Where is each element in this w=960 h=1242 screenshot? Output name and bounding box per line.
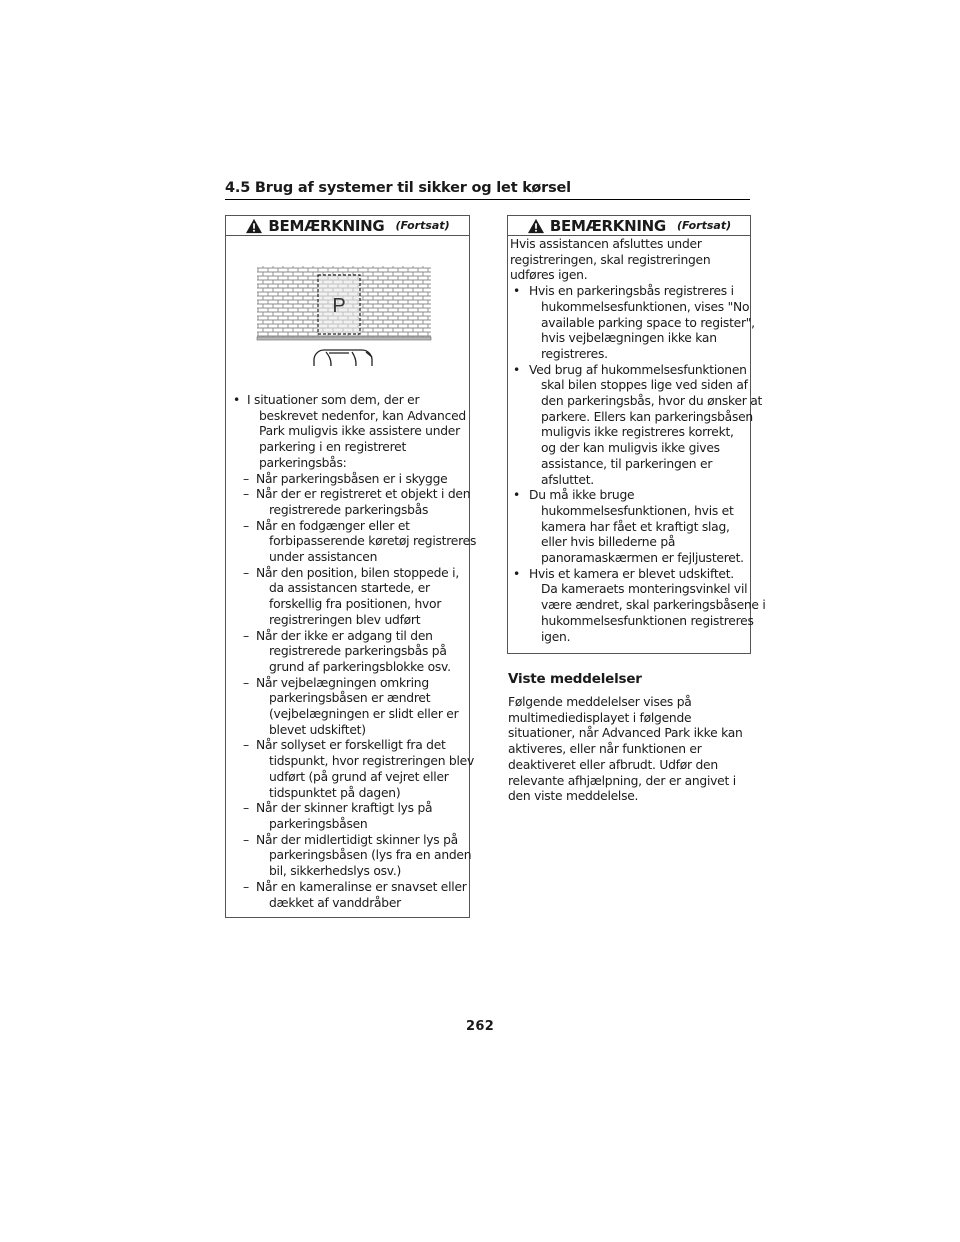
- dash-marker: –: [243, 879, 249, 894]
- text-line: tidspunkt, hvor registreringen blev: [269, 754, 474, 769]
- right-box-content: [510, 237, 766, 645]
- dash-marker: –: [243, 801, 249, 816]
- bullet-marker: •: [513, 284, 521, 299]
- text-line: muligvis ikke registreres korrekt,: [541, 425, 734, 440]
- text-line: Når der skinner kraftigt lys på: [256, 801, 433, 816]
- text-line: (vejbelægningen er slidt eller er: [269, 707, 459, 722]
- text-line: under assistancen: [269, 550, 378, 565]
- parking-illustration: [226, 236, 469, 366]
- text-line: parkeringsbåsen er ændret: [269, 691, 431, 706]
- text-line: Ved brug af hukommelsesfunktionen: [529, 362, 747, 377]
- sub-list-item: [226, 880, 469, 911]
- text-line: Park muligvis ikke assistere under: [259, 424, 460, 439]
- text-line: Hvis assistancen afsluttes under: [510, 237, 702, 251]
- text-line: Da kameraets monteringsvinkel vil: [541, 582, 748, 597]
- notice-box-right: [507, 215, 766, 654]
- text-line: den parkeringsbås, hvor du ønsker at: [541, 394, 763, 409]
- text-line: Når der ikke er adgang til den: [256, 628, 433, 643]
- notice-continued: (Fortsat): [395, 219, 450, 232]
- text-line: aktiveres, eller når funktionen er: [508, 742, 702, 757]
- notice-title: BEMÆRKNING: [268, 216, 385, 235]
- text-line: panoramaskærmen er fejljusteret.: [541, 551, 744, 566]
- dash-marker: –: [243, 675, 249, 690]
- text-line: forskellig fra positionen, hvor: [269, 597, 442, 612]
- dash-marker: –: [243, 487, 249, 502]
- curb-line: [257, 337, 431, 340]
- section-heading: Viste meddelelser: [508, 671, 642, 687]
- notice-continued: (Fortsat): [676, 219, 732, 232]
- section-paragraph: [508, 695, 752, 805]
- bullet-marker: •: [513, 566, 521, 581]
- parking-space-label: P: [332, 295, 346, 317]
- list-item: [510, 362, 763, 489]
- text-line: registreres.: [541, 346, 608, 361]
- sub-list-item: [226, 487, 469, 518]
- text-line: Hvis en parkeringsbås registreres i: [529, 284, 734, 299]
- text-line: registreringen, skal registreringen: [510, 252, 711, 267]
- text-line: relevante afhjælpning, der er angivet i: [508, 773, 736, 788]
- text-line: kamera har fået et kraftigt slag,: [541, 519, 730, 534]
- text-line: Når en fodgænger eller et: [256, 518, 410, 533]
- dash-marker: –: [243, 471, 249, 486]
- dash-marker: –: [243, 832, 249, 847]
- text-line: beskrevet nedenfor, kan Advanced: [259, 408, 466, 423]
- text-line: hvis vejbelægningen ikke kan: [541, 331, 717, 346]
- notice-box-left: [225, 215, 477, 918]
- text-line: parkeringsbåsen (lys fra en anden: [269, 848, 472, 863]
- text-line: assistance, til parkeringen er: [541, 456, 713, 471]
- warning-icon: [245, 218, 263, 234]
- sub-list-item: [226, 566, 469, 629]
- text-line: hukommelsesfunktionen registreres: [541, 613, 754, 628]
- text-line: hukommelsesfunktionen, vises "No: [541, 299, 750, 314]
- text-line: parkeringsbås:: [259, 455, 347, 470]
- sub-list-item: [226, 472, 469, 488]
- dash-marker: –: [243, 565, 249, 580]
- warning-icon: [527, 218, 545, 234]
- text-line: Når en kameralinse er snavset eller: [256, 879, 467, 894]
- sub-list-item: [226, 832, 472, 880]
- dash-marker: –: [243, 738, 249, 753]
- text-line: available parking space to register",: [541, 315, 755, 330]
- notice-header: [226, 216, 469, 236]
- text-line: Når sollyset er forskelligt fra det: [256, 738, 446, 753]
- text-line: være ændret, skal parkeringsbåsene i: [541, 598, 766, 613]
- text-line: grund af parkeringsblokke osv.: [269, 659, 451, 674]
- list-item: [510, 566, 766, 646]
- page-number: 262: [466, 1019, 495, 1034]
- text-line: Når der er registreret et objekt i den: [256, 487, 471, 502]
- bullet-marker: •: [233, 393, 241, 407]
- text-line: I situationer som dem, der er: [247, 393, 420, 407]
- text-line: Når vejbelægningen omkring: [256, 675, 429, 690]
- sub-list: [226, 471, 477, 912]
- text-line: afsluttet.: [541, 472, 594, 487]
- intro-paragraph: [510, 237, 750, 284]
- bullet-marker: •: [513, 488, 521, 503]
- text-line: bil, sikkerhedslys osv.): [269, 864, 402, 879]
- text-line: eller hvis billederne på: [541, 535, 676, 550]
- text-line: Når parkeringsbåsen er i skygge: [256, 471, 448, 486]
- text-line: forbipasserende køretøj registreres: [269, 534, 477, 549]
- text-line: Når den position, bilen stoppede i,: [256, 565, 459, 580]
- text-line: skal bilen stoppes lige ved siden af: [541, 378, 748, 393]
- left-box-content: [226, 393, 477, 911]
- text-line: registreringen blev udført: [269, 612, 421, 627]
- text-line: da assistancen startede, er: [269, 581, 430, 596]
- notice-header: [508, 216, 750, 236]
- dash-marker: –: [243, 628, 249, 643]
- text-line: og der kan muligvis ikke gives: [541, 441, 720, 456]
- text-line: udføres igen.: [510, 268, 588, 283]
- dash-marker: –: [243, 518, 249, 533]
- text-line: igen.: [541, 629, 571, 644]
- bullet-marker: •: [513, 362, 521, 377]
- list-item: [510, 284, 755, 363]
- text-line: Hvis et kamera er blevet udskiftet.: [529, 566, 734, 581]
- bullet-list: [510, 284, 766, 645]
- text-line: deaktiveret eller afbrudt. Udfør den: [508, 757, 718, 772]
- text-line: hukommelsesfunktionen, hvis et: [541, 503, 734, 518]
- text-line: parkere. Ellers kan parkeringsbåsen: [541, 409, 753, 424]
- text-line: dækket af vanddråber: [269, 895, 401, 910]
- car-icon: [314, 350, 372, 366]
- text-line: udført (på grund af vejret eller: [269, 769, 449, 784]
- text-line: registrerede parkeringsbås på: [269, 644, 447, 659]
- sub-list-item: [226, 518, 477, 566]
- text-line: multimediedisplayet i følgende: [508, 710, 692, 725]
- sub-list-item: [226, 801, 469, 832]
- sub-list-item: [226, 738, 474, 801]
- list-item: [510, 488, 750, 567]
- notice-title: BEMÆRKNING: [549, 216, 666, 235]
- chapter-header: 4.5 Brug af systemer til sikker og let kørsel: [225, 180, 750, 200]
- text-line: Følgende meddelelser vises på: [508, 695, 692, 709]
- text-line: Du må ikke bruge: [529, 488, 635, 503]
- text-line: den viste meddelelse.: [508, 789, 639, 804]
- text-line: registrerede parkeringsbås: [269, 502, 429, 517]
- sub-list-item: [226, 676, 469, 739]
- text-line: blevet udskiftet): [269, 722, 366, 737]
- text-line: parkering i en registreret: [259, 440, 407, 455]
- text-line: Når der midlertidigt skinner lys på: [256, 832, 458, 847]
- text-line: parkeringsbåsen: [269, 816, 368, 831]
- list-item: [226, 393, 469, 472]
- text-line: situationer, når Advanced Park ikke kan: [508, 726, 743, 741]
- sub-list-item: [226, 629, 469, 676]
- text-line: tidspunktet på dagen): [269, 785, 401, 800]
